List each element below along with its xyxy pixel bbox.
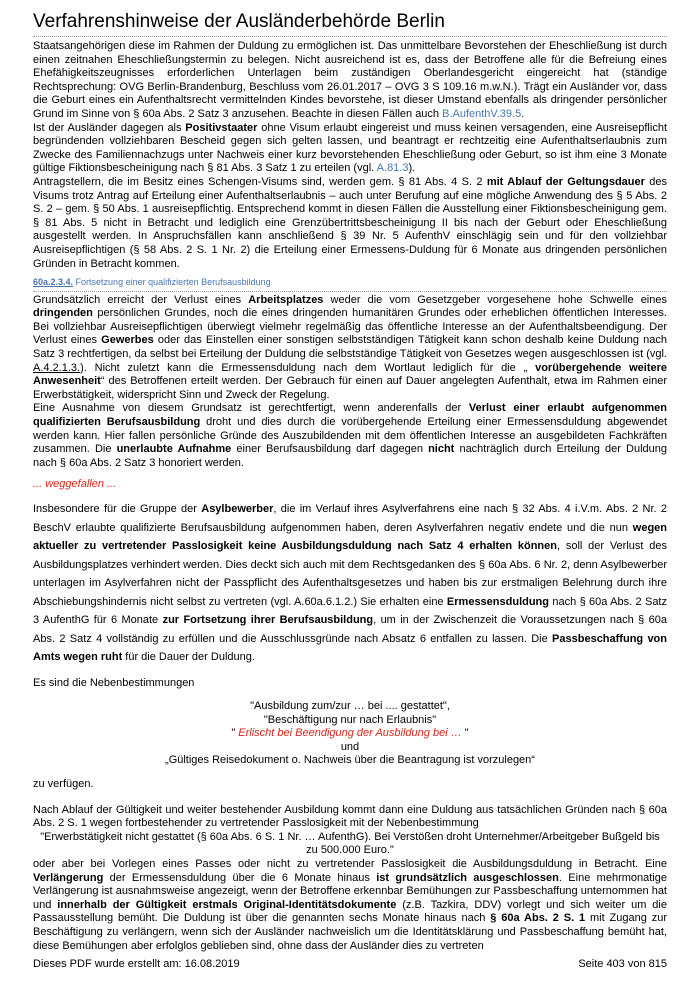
removed-notice: ... weggefallen ... [33, 478, 117, 491]
paragraph: Es sind die Nebenbestimmungen [33, 676, 195, 689]
paragraph: Nach Ablauf der Gültigkeit und weiter bestehender Ausbildung kommt dann eine Duldung aus tatsächlichen Gründen nach § 60a Abs. 2 S. 1 wegen fortbestehender zu vertretender Passlosigkeit mit der Nebenbestimmung [33, 803, 667, 830]
paragraph: oder aber bei Vorlegen eines Passes oder nicht zu vertretender Passlosigkeit die Ausbildungsduldung in Betracht. Eine Verlängerung der Ermessensduldung über die 6 Monate hinaus ist grundsätzlich ausgeschlossen. Eine mehrmonatige Verlängerung ist ausnahmsweise angezeigt, wenn der Betroffene erkennbar Bemühungen zur Passbeschaffung unternommen hat und innerhalb der Gültigkeit erstmals Original-Identitätsdokumente (z.B. Tazkira, DDV) vorlegt und sich weiter um die Passausstellung bemüht. Die Duldung ist über die genannten sechs Monate hinaus nach § 60a Abs. 2 S. 1 mit Zugang zur Beschäftigung zu verlängern, wenn sich der Ausländer nachweislich um die Identitätsklärung und Passbeschaffung bemüht hat, diese Bemühungen aber erfolglos geblieben sind, ohne dass der Ausländer dies zu vertreten [33, 858, 667, 952]
reference-link[interactable]: A.81.3 [376, 162, 409, 175]
quote-line: "Ausbildung zum/zur … bei .... gestattet", [250, 700, 450, 713]
section-heading [33, 272, 667, 292]
paragraph: Staatsangehörigen diese im Rahmen der Duldung zu ermöglichen ist. Das unmittelbare Bevorstehen der Eheschließung ist durch einen zeitnahen Eheschließungstermin zu belegen. Nicht ausreichend ist es, dass der Betroffene alle für die Befreiung eines Ehefähigkeitszeugnisses erforderlichen Unterlagen beim zuständigen Oberlandesgericht eingereicht hat (ständige Rechtsprechung: OVG Berlin-Brandenburg, Beschluss vom 26.01.2017 – OVG 3 S 109.16 m.w.N.). Trägt ein Ausländer vor, dass die Geburt eines ein Aufenthaltsrecht vermittelnden Kindes bevorstehe, ist dieser Umstand ebenfalls als dringender persönlicher Grund im Sinne von § 60a Abs. 2 Satz 3 anzusehen. Beachte in diesen Fällen auch B.AufenthV.39.5. [33, 40, 667, 120]
quote-line: " Erlischt bei Beendigung der Ausbildung bei … " [231, 727, 469, 740]
footer-page-number: Seite 403 von 815 [578, 958, 667, 970]
quote-line: und [340, 740, 360, 753]
footer-created-date: Dieses PDF wurde erstellt am: 16.08.2019 [33, 958, 240, 970]
condition-quotes [33, 700, 667, 768]
quote-line: "Erwerbstätigkeit nicht gestattet (§ 60a Abs. 6 S. 1 Nr. … AufenthG). Bei Verstößen droht Unternehmer/Arbeitgeber Bußgeld bis zu 500.000 Euro." [40, 830, 660, 857]
paragraph: Eine Ausnahme von diesem Grundsatz ist gerechtfertigt, wenn anderenfalls der Verlust einer erlaubt aufgenommen qualifizierten Berufsausbildung droht und dies durch die vorübergehende Erteilung einer Ermessensduldung abgewendet werden kann. Hier fallen persönliche Gründe des Auszubildenden mit dem öffentlichen Interesse an ausgebildeten Fachkräften zusammen. Die unerlaubte Aufnahme einer Berufsausbildung darf dagegen nicht nachträglich durch Erteilung der Duldung nach § 60a Abs. 2 Satz 3 honoriert werden. [33, 402, 667, 469]
section-title: Fortsetzung einer qualifizierten Berufsausbildung [73, 277, 271, 288]
page-title: Verfahrenshinweise der Ausländerbehörde Berlin [33, 11, 445, 32]
paragraph: Ist der Ausländer dagegen als Positivstaater ohne Visum erlaubt eingereist und muss keinen versagenden, eine Ausreisepflicht begründenden vollziehbaren Bescheid gegen sich gelten lassen, und beantragt er rechtzeitig eine Aufenthaltserlaubnis zum Zwecke des Familiennachzugs unter Nachweis einer kurz bevorstehenden Eheschließung oder Geburt, so ist ihm eine 3 Monate gültige Fiktionsbescheinigung nach § 81 Abs. 3 Satz 1 zu erteilen (vgl. A.81.3). [33, 121, 667, 175]
document-body [33, 40, 667, 953]
reference-link[interactable]: B.AufenthV.39.5 [442, 107, 522, 120]
quote-line: „Gültiges Reisedokument o. Nachweis über die Beantragung ist vorzulegen“ [165, 754, 535, 767]
paragraph: Insbesondere für die Gruppe der Asylbewerber, die im Verlauf ihres Asylverfahrens eine nach § 32 Abs. 4 i.V.m. Abs. 2 Nr. 2 BeschV erlaubte qualifizierte Berufsausbildung aufgenommen haben, deren Asylverfahren negativ endete und die nun wegen aktueller zu vertretender Passlosigkeit keine Ausbildungsduldung nach Satz 4 erhalten können, soll der Verlust des Ausbildungsplatzes verhindert werden. Dies deckt sich auch mit dem Rechtsgedanken des § 60a Abs. 6 Nr. 2, denn Asylbewerber unterlagen im Asylverfahren nicht der Passpflicht des Aufenthaltsgesetzes und haben bis zur erstmaligen Belehrung durch ihre Abschiebungshindernis nicht selbst zu vertreten (vgl. A.60a.6.1.2.) Sie erhalten eine Ermessensduldung nach § 60a Abs. 2 Satz 3 AufenthG für 6 Monate zur Fortsetzung ihrer Berufsausbildung, um in der Zwischenzeit die Voraussetzungen nach § 60a Abs. 2 Satz 4 vollständig zu erfüllen und die Ausschlussgründe nach Absatz 6 entfallen zu lassen. Die Passbeschaffung von Amts wegen ruht für die Dauer der Duldung. [33, 503, 668, 663]
paragraph: Grundsätzlich erreicht der Verlust eines Arbeitsplatzes weder die vom Gesetzgeber vorgesehene hohe Schwelle eines dringenden persönlichen Grundes, noch die eines dringenden humanitären Grundes oder erheblichen öffentlichen Interesses. Bei vollziehbar Ausreisepflichtigen überwiegt vielmehr regelmäßig das öffentliche Interesse an der Aufenthaltsbeendigung. Der Verlust eines Gewerbes oder das Einstellen einer sonstigen selbstständigen Tätigkeit kann schon deshalb keine Duldung nach Satz 3 rechtfertigen, da selbst bei Erteilung der Duldung die selbstständige Tätigkeit von Gesetzes wegen ausgeschlossen ist (vgl. A.4.2.1.3.). Nicht zuletzt kann die Ermessensduldung nach dem Wortlaut lediglich für die „ vorübergehende weitere Anwesenheit“ des Betroffenen erteilt werden. Der Gebrauch für einen auf Dauer angelegten Aufenthalt, etwa im Rahmen einer Erwerbstätigkeit, widerspricht Sinn und Zweck der Regelung. [33, 293, 668, 401]
paragraph: Antragstellern, die im Besitz eines Schengen-Visums sind, werden gem. § 81 Abs. 4 S. 2 mit Ablauf der Geltungsdauer des Visums trotz Antrag auf Erteilung einer Aufenthaltserlaubnis – auch unter Berufung auf eine mögliche Anwendung des § 5 Abs. 2 S. 2 – gem. § 50 Abs. 1 ausreisepflichtig. Entsprechend kommt in diesen Fällen die Ausstellung einer Fiktionsbescheinigung gem. § 81 Abs. 5 nicht in Betracht und lediglich eine Grenzübertrittsbescheinigung II bis nach der Geburt oder Eheschließung ausgestellt werden. In Anspruchsfällen kann anschließend § 39 Nr. 5 AufenthV einschlägig sein und für den vollziehbar Ausreisepflichtigen (§ 58 Abs. 2 S. 1 Nr. 2) die Erteilung einer Ermessens-Duldung für 6 Monate aus dringenden persönlichen Gründen in Betracht kommen. [33, 175, 667, 270]
reference-link[interactable]: A.4.2.1.3. [33, 361, 81, 374]
section-number-link[interactable]: 60a.2.3.4. [33, 277, 74, 288]
paragraph: zu verfügen. [33, 778, 94, 791]
title-divider [33, 36, 667, 37]
quote-line: "Beschäftigung nur nach Erlaubnis" [263, 713, 437, 726]
